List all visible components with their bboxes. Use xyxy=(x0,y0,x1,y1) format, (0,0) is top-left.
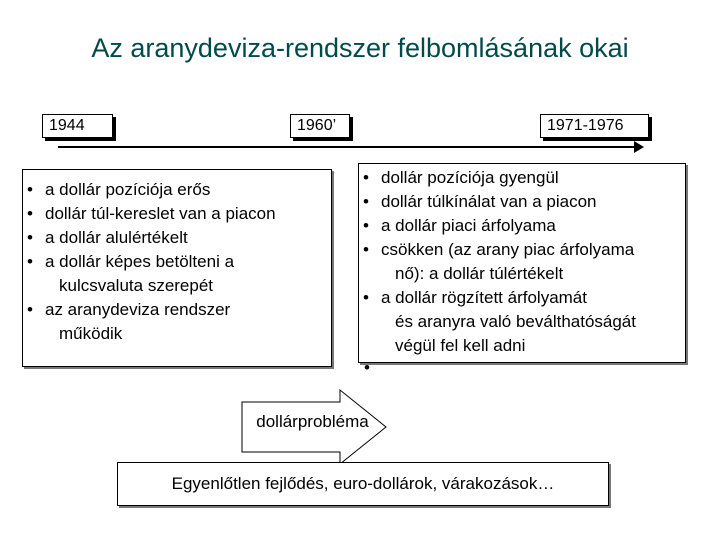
arrow-label: dollárprobléma xyxy=(256,412,369,431)
right-bullet-5-cont-1 xyxy=(359,310,685,334)
left-panel xyxy=(22,169,332,367)
right-bullet-5: • a dollár rögzített árfolyamát xyxy=(359,286,685,310)
timeline-arrowhead xyxy=(634,141,644,153)
left-bullet-2: • dollár túl-kereslet van a piacon xyxy=(23,202,331,226)
right-cont-1: nő): a dollár túlértékelt xyxy=(395,264,564,283)
right-bullet-4-cont xyxy=(359,262,685,286)
left-bullet-3: • a dollár alulértékelt xyxy=(23,226,331,250)
timeline-label-1971-1976: 1971-1976 xyxy=(540,114,649,138)
left-cont-2: működik xyxy=(59,324,123,343)
left-bullet-1: • a dollár pozíciója erős xyxy=(23,178,331,202)
right-bullet-3: • a dollár piaci árfolyama xyxy=(359,214,685,238)
stray-bullet: • xyxy=(364,358,370,377)
right-cont-3: végül fel kell adni xyxy=(395,336,526,355)
left-cont-1: kulcsvaluta szerepét xyxy=(59,276,214,295)
right-bullet-2: • dollár túlkínálat van a piacon xyxy=(359,190,685,214)
right-bullet-4: • csökken (az arany piac árfolyama xyxy=(359,238,685,262)
timeline-label-1960s: 1960’ xyxy=(290,114,350,138)
timeline-label-1944: 1944 xyxy=(42,114,113,138)
left-bullet-5: • az aranydeviza rendszer xyxy=(23,298,331,322)
right-panel xyxy=(358,163,686,363)
left-bullet-4: • a dollár képes betölteni a xyxy=(23,250,331,274)
bottom-box: Egyenlőtlen fejlődés, euro-dollárok, várakozások… xyxy=(117,462,609,506)
right-bullet-1: • dollár pozíciója gyengül xyxy=(359,166,685,190)
slide-title: Az aranydeviza-rendszer felbomlásának okai xyxy=(91,33,629,63)
timeline-line xyxy=(58,146,636,148)
left-bullet-4-cont xyxy=(23,274,331,298)
left-bullet-5-cont xyxy=(23,322,331,346)
right-cont-2: és aranyra való beválthatóságát xyxy=(395,312,636,331)
right-bullet-5-cont-2 xyxy=(359,334,685,358)
